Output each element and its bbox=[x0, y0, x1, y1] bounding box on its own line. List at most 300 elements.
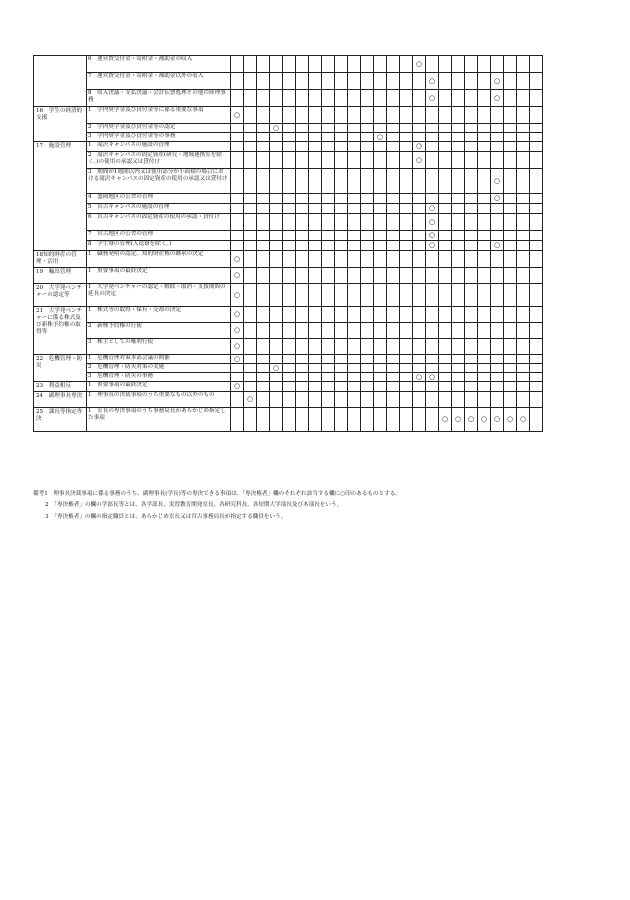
authority-cell bbox=[387, 124, 400, 133]
authority-cell bbox=[400, 194, 413, 204]
authority-cell bbox=[465, 268, 478, 284]
authority-cell bbox=[387, 323, 400, 339]
authority-cell bbox=[439, 373, 452, 382]
authority-cell bbox=[478, 73, 491, 90]
authority-cell bbox=[309, 73, 322, 90]
authority-cell bbox=[348, 364, 361, 373]
authority-cell bbox=[478, 391, 491, 407]
authority-cell bbox=[439, 355, 452, 364]
authority-cell bbox=[387, 307, 400, 323]
authority-cell bbox=[517, 364, 530, 373]
authority-cell bbox=[452, 204, 465, 214]
authority-cell bbox=[491, 107, 504, 124]
authority-cell bbox=[335, 142, 348, 152]
authority-cell bbox=[530, 355, 543, 364]
authority-cell bbox=[452, 90, 465, 107]
authority-cell bbox=[283, 152, 296, 169]
authority-cell bbox=[335, 56, 348, 73]
table-row bbox=[34, 382, 543, 392]
authority-cell bbox=[504, 268, 517, 284]
authority-cell bbox=[387, 169, 400, 194]
authority-cell bbox=[322, 241, 335, 251]
authority-cell bbox=[270, 152, 283, 169]
authority-cell bbox=[517, 142, 530, 152]
item-cell: 1 滝沢キャンパスの施設の管理 bbox=[87, 142, 231, 152]
authority-cell bbox=[322, 391, 335, 407]
authority-cell bbox=[504, 73, 517, 90]
table-row bbox=[34, 323, 543, 339]
authority-mark: ○ bbox=[426, 73, 439, 90]
authority-cell bbox=[517, 90, 530, 107]
authority-cell bbox=[361, 124, 374, 133]
authority-cell bbox=[348, 194, 361, 204]
authority-cell bbox=[530, 268, 543, 284]
authority-cell bbox=[335, 152, 348, 169]
authority-cell bbox=[270, 268, 283, 284]
authority-cell bbox=[465, 231, 478, 241]
authority-cell bbox=[335, 107, 348, 124]
table-row bbox=[34, 73, 543, 90]
authority-cell bbox=[361, 90, 374, 107]
note-2: 2 「専決権者」の欄の学部長等とは、各学部長、実習教育開発室長、各研究科長、各短期大学部長及び本部長をいう。 bbox=[45, 502, 343, 509]
authority-cell bbox=[426, 339, 439, 355]
table-row bbox=[34, 339, 543, 355]
authority-cell bbox=[400, 284, 413, 307]
authority-mark: ○ bbox=[426, 231, 439, 241]
authority-cell bbox=[439, 90, 452, 107]
authority-cell bbox=[348, 339, 361, 355]
authority-cell bbox=[348, 355, 361, 364]
authority-cell bbox=[400, 73, 413, 90]
authority-cell bbox=[413, 169, 426, 194]
authority-cell bbox=[387, 268, 400, 284]
authority-cell bbox=[309, 124, 322, 133]
authority-cell bbox=[283, 251, 296, 268]
authority-cell bbox=[283, 307, 296, 323]
authority-cell bbox=[296, 407, 309, 431]
authority-cell bbox=[400, 407, 413, 431]
authority-cell bbox=[309, 90, 322, 107]
authority-cell bbox=[270, 251, 283, 268]
authority-cell bbox=[244, 284, 257, 307]
authority-cell bbox=[348, 323, 361, 339]
authority-cell bbox=[439, 364, 452, 373]
authority-cell bbox=[322, 107, 335, 124]
authority-cell bbox=[335, 373, 348, 382]
authority-cell bbox=[348, 251, 361, 268]
authority-cell bbox=[361, 169, 374, 194]
authority-cell bbox=[335, 90, 348, 107]
authority-cell bbox=[231, 124, 244, 133]
authority-cell bbox=[413, 241, 426, 251]
table-row bbox=[34, 204, 543, 214]
authority-cell bbox=[283, 231, 296, 241]
authority-cell bbox=[296, 284, 309, 307]
authority-cell bbox=[374, 204, 387, 214]
authority-cell bbox=[335, 194, 348, 204]
authority-cell bbox=[478, 323, 491, 339]
authority-cell bbox=[244, 231, 257, 241]
authority-cell bbox=[335, 251, 348, 268]
authority-cell bbox=[348, 391, 361, 407]
authority-cell bbox=[348, 284, 361, 307]
authority-cell bbox=[439, 323, 452, 339]
authority-cell bbox=[244, 407, 257, 431]
authority-cell bbox=[348, 169, 361, 194]
authority-cell bbox=[283, 373, 296, 382]
authority-cell bbox=[374, 107, 387, 124]
authority-mark: ○ bbox=[491, 169, 504, 194]
authority-cell bbox=[517, 194, 530, 204]
authority-cell bbox=[478, 355, 491, 364]
authority-cell bbox=[296, 152, 309, 169]
authority-cell bbox=[322, 251, 335, 268]
authority-cell bbox=[478, 339, 491, 355]
authority-cell bbox=[504, 142, 517, 152]
authority-cell bbox=[322, 339, 335, 355]
authority-cell bbox=[530, 339, 543, 355]
authority-cell bbox=[270, 142, 283, 152]
authority-cell bbox=[439, 339, 452, 355]
authority-cell bbox=[283, 241, 296, 251]
authority-cell bbox=[517, 382, 530, 392]
authority-cell bbox=[413, 90, 426, 107]
authority-cell bbox=[374, 339, 387, 355]
authority-cell bbox=[257, 124, 270, 133]
authority-cell bbox=[244, 241, 257, 251]
authority-cell bbox=[283, 284, 296, 307]
authority-cell bbox=[296, 307, 309, 323]
authority-cell bbox=[530, 169, 543, 194]
authority-cell bbox=[517, 56, 530, 73]
authority-cell bbox=[491, 382, 504, 392]
authority-cell bbox=[361, 355, 374, 364]
authority-cell bbox=[335, 241, 348, 251]
authority-cell bbox=[348, 307, 361, 323]
authority-cell bbox=[452, 268, 465, 284]
category-cell: 19 輸出管理 bbox=[34, 268, 87, 284]
authority-mark: ○ bbox=[413, 373, 426, 382]
authority-cell bbox=[400, 268, 413, 284]
authority-cell bbox=[348, 142, 361, 152]
authority-cell bbox=[257, 251, 270, 268]
authority-cell bbox=[244, 307, 257, 323]
authority-cell bbox=[504, 214, 517, 231]
authority-mark: ○ bbox=[426, 373, 439, 382]
authority-cell bbox=[283, 391, 296, 407]
authority-cell bbox=[244, 355, 257, 364]
authority-cell bbox=[257, 339, 270, 355]
authority-cell bbox=[270, 284, 283, 307]
table-row bbox=[34, 268, 543, 284]
authority-cell bbox=[322, 214, 335, 231]
authority-mark: ○ bbox=[231, 284, 244, 307]
authority-cell bbox=[478, 241, 491, 251]
authority-cell bbox=[452, 124, 465, 133]
authority-mark: ○ bbox=[231, 382, 244, 392]
authority-cell bbox=[439, 214, 452, 231]
authority-cell bbox=[244, 373, 257, 382]
authority-cell bbox=[517, 214, 530, 231]
authority-mark: ○ bbox=[491, 241, 504, 251]
authority-cell bbox=[439, 133, 452, 142]
authority-cell bbox=[231, 194, 244, 204]
item-cell: 1 重要事項の最終決定 bbox=[87, 268, 231, 284]
authority-cell bbox=[335, 73, 348, 90]
authority-mark: ○ bbox=[413, 152, 426, 169]
authority-cell bbox=[452, 169, 465, 194]
authority-mark: ○ bbox=[426, 214, 439, 231]
authority-cell bbox=[283, 90, 296, 107]
authority-cell bbox=[296, 323, 309, 339]
authority-cell bbox=[504, 284, 517, 307]
note-3: 3 「専決権者」の欄の指定職員とは、あらかじめ室長又は宮古事務局長が指定する職員をいう。 bbox=[45, 513, 287, 520]
authority-cell bbox=[361, 284, 374, 307]
authority-cell bbox=[322, 90, 335, 107]
authority-cell bbox=[504, 355, 517, 364]
authority-cell bbox=[309, 142, 322, 152]
authority-mark: ○ bbox=[231, 307, 244, 323]
authority-cell bbox=[530, 231, 543, 241]
authority-cell bbox=[426, 382, 439, 392]
authority-cell bbox=[335, 382, 348, 392]
authority-cell bbox=[387, 251, 400, 268]
table-row bbox=[34, 169, 543, 194]
authority-cell bbox=[452, 133, 465, 142]
authority-cell bbox=[296, 142, 309, 152]
authority-cell bbox=[439, 73, 452, 90]
authority-cell bbox=[335, 407, 348, 431]
authority-cell bbox=[335, 391, 348, 407]
authority-cell bbox=[361, 231, 374, 241]
authority-cell bbox=[452, 194, 465, 204]
authority-cell bbox=[231, 214, 244, 231]
authority-cell bbox=[491, 56, 504, 73]
table-row bbox=[34, 373, 543, 382]
authority-cell bbox=[309, 268, 322, 284]
authority-cell bbox=[348, 214, 361, 231]
authority-cell bbox=[413, 382, 426, 392]
authority-cell bbox=[322, 169, 335, 194]
table-row bbox=[34, 194, 543, 204]
authority-cell bbox=[231, 364, 244, 373]
authority-cell bbox=[400, 231, 413, 241]
authority-cell bbox=[413, 194, 426, 204]
authority-mark: ○ bbox=[413, 56, 426, 73]
authority-cell bbox=[374, 152, 387, 169]
authority-cell bbox=[348, 107, 361, 124]
authority-cell bbox=[283, 339, 296, 355]
authority-cell bbox=[387, 142, 400, 152]
authority-cell bbox=[270, 407, 283, 431]
authority-cell bbox=[452, 382, 465, 392]
table-row bbox=[34, 107, 543, 124]
authority-cell bbox=[296, 355, 309, 364]
authority-cell bbox=[322, 284, 335, 307]
authority-cell bbox=[439, 204, 452, 214]
authority-cell bbox=[283, 214, 296, 231]
authority-cell bbox=[244, 107, 257, 124]
authority-cell bbox=[413, 73, 426, 90]
table-row bbox=[34, 214, 543, 231]
authority-cell bbox=[270, 241, 283, 251]
authority-cell bbox=[257, 107, 270, 124]
authority-cell bbox=[504, 364, 517, 373]
authority-cell bbox=[452, 142, 465, 152]
item-cell: 6 運営費交付金・寄附金・補助金の収入 bbox=[87, 56, 231, 73]
authority-cell bbox=[257, 194, 270, 204]
authority-cell bbox=[504, 323, 517, 339]
authority-cell bbox=[335, 204, 348, 214]
authority-cell bbox=[335, 323, 348, 339]
authority-cell bbox=[296, 241, 309, 251]
authority-cell bbox=[309, 152, 322, 169]
authority-cell bbox=[309, 251, 322, 268]
authority-cell bbox=[426, 142, 439, 152]
authority-cell bbox=[478, 284, 491, 307]
authority-cell bbox=[530, 142, 543, 152]
authority-cell bbox=[270, 194, 283, 204]
item-cell: 1 株式等の取得・保有・売却の決定 bbox=[87, 307, 231, 323]
authority-cell bbox=[465, 90, 478, 107]
authority-cell bbox=[517, 169, 530, 194]
authority-cell bbox=[504, 194, 517, 204]
authority-cell bbox=[348, 373, 361, 382]
authority-cell bbox=[426, 251, 439, 268]
authority-mark: ○ bbox=[231, 355, 244, 364]
authority-cell bbox=[244, 339, 257, 355]
authority-cell bbox=[361, 323, 374, 339]
authority-cell bbox=[244, 133, 257, 142]
authority-cell bbox=[504, 152, 517, 169]
authority-cell bbox=[244, 152, 257, 169]
authority-cell bbox=[374, 284, 387, 307]
authority-cell bbox=[374, 391, 387, 407]
authority-cell bbox=[504, 56, 517, 73]
authority-cell bbox=[491, 284, 504, 307]
authority-cell bbox=[400, 339, 413, 355]
authority-cell bbox=[335, 133, 348, 142]
authority-cell bbox=[504, 339, 517, 355]
authority-cell bbox=[426, 169, 439, 194]
authority-cell bbox=[296, 391, 309, 407]
authority-cell bbox=[244, 194, 257, 204]
authority-cell bbox=[413, 355, 426, 364]
authority-cell bbox=[296, 124, 309, 133]
authority-cell bbox=[335, 364, 348, 373]
authority-cell bbox=[231, 73, 244, 90]
authority-cell bbox=[439, 241, 452, 251]
authority-cell bbox=[309, 204, 322, 214]
authority-cell bbox=[413, 133, 426, 142]
authority-mark: ○ bbox=[231, 323, 244, 339]
authority-cell bbox=[231, 231, 244, 241]
authority-cell bbox=[491, 323, 504, 339]
authority-cell bbox=[283, 142, 296, 152]
authority-cell bbox=[439, 152, 452, 169]
authority-cell bbox=[283, 169, 296, 194]
authority-cell bbox=[296, 214, 309, 231]
authority-cell bbox=[530, 152, 543, 169]
authority-cell bbox=[270, 391, 283, 407]
authority-cell bbox=[231, 373, 244, 382]
table-row bbox=[34, 284, 543, 307]
authority-cell bbox=[309, 407, 322, 431]
item-cell: 1 理事長の決裁事項のうち重要なもの以外のもの bbox=[87, 391, 231, 407]
authority-cell bbox=[257, 152, 270, 169]
authority-cell bbox=[322, 152, 335, 169]
category-cell: 24 副理事長専決 bbox=[34, 391, 87, 407]
authority-cell bbox=[296, 56, 309, 73]
authority-cell bbox=[270, 90, 283, 107]
authority-cell bbox=[374, 251, 387, 268]
authority-cell bbox=[257, 241, 270, 251]
authority-cell bbox=[257, 214, 270, 231]
authority-cell bbox=[387, 214, 400, 231]
authority-cell bbox=[465, 382, 478, 392]
authority-cell bbox=[296, 251, 309, 268]
authority-cell bbox=[361, 339, 374, 355]
note-1: 備考1 理事長決裁事項に係る事務のうち、副理事長(学長)等の専決できる事項は、「専決権者」欄のそれぞれ該当する欄に○印のあるものとする。 bbox=[33, 491, 402, 497]
authority-cell bbox=[452, 107, 465, 124]
authority-cell bbox=[283, 382, 296, 392]
notes-section bbox=[33, 491, 593, 525]
authority-cell bbox=[387, 382, 400, 392]
authority-cell bbox=[348, 204, 361, 214]
authority-cell bbox=[322, 73, 335, 90]
authority-cell bbox=[309, 284, 322, 307]
authority-cell bbox=[465, 214, 478, 231]
authority-cell bbox=[361, 204, 374, 214]
authority-cell bbox=[374, 231, 387, 241]
authority-cell bbox=[452, 152, 465, 169]
authority-cell bbox=[257, 142, 270, 152]
authority-cell bbox=[361, 268, 374, 284]
authority-cell bbox=[231, 56, 244, 73]
authority-cell bbox=[387, 373, 400, 382]
authority-cell bbox=[465, 323, 478, 339]
authority-cell bbox=[426, 355, 439, 364]
authority-cell bbox=[335, 124, 348, 133]
authority-cell bbox=[530, 90, 543, 107]
authority-cell bbox=[387, 355, 400, 364]
authority-cell bbox=[387, 133, 400, 142]
authority-cell bbox=[439, 56, 452, 73]
authority-cell bbox=[465, 133, 478, 142]
table-row bbox=[34, 364, 543, 373]
authority-cell bbox=[517, 355, 530, 364]
authority-cell bbox=[257, 204, 270, 214]
authority-cell bbox=[517, 251, 530, 268]
authority-cell bbox=[413, 268, 426, 284]
authority-mark: ○ bbox=[504, 407, 517, 431]
authority-cell bbox=[413, 323, 426, 339]
authority-cell bbox=[257, 323, 270, 339]
authority-cell bbox=[439, 231, 452, 241]
authority-cell bbox=[517, 339, 530, 355]
item-cell: 1 学内奨学金及び貸付金等に係る重要な事項 bbox=[87, 107, 231, 124]
authority-cell bbox=[322, 407, 335, 431]
authority-cell bbox=[530, 73, 543, 90]
authority-cell bbox=[387, 391, 400, 407]
authority-cell bbox=[244, 142, 257, 152]
authority-cell bbox=[478, 231, 491, 241]
authority-cell bbox=[530, 284, 543, 307]
authority-cell bbox=[309, 169, 322, 194]
authority-cell bbox=[465, 355, 478, 364]
delegation-table bbox=[33, 55, 543, 432]
authority-cell bbox=[244, 73, 257, 90]
